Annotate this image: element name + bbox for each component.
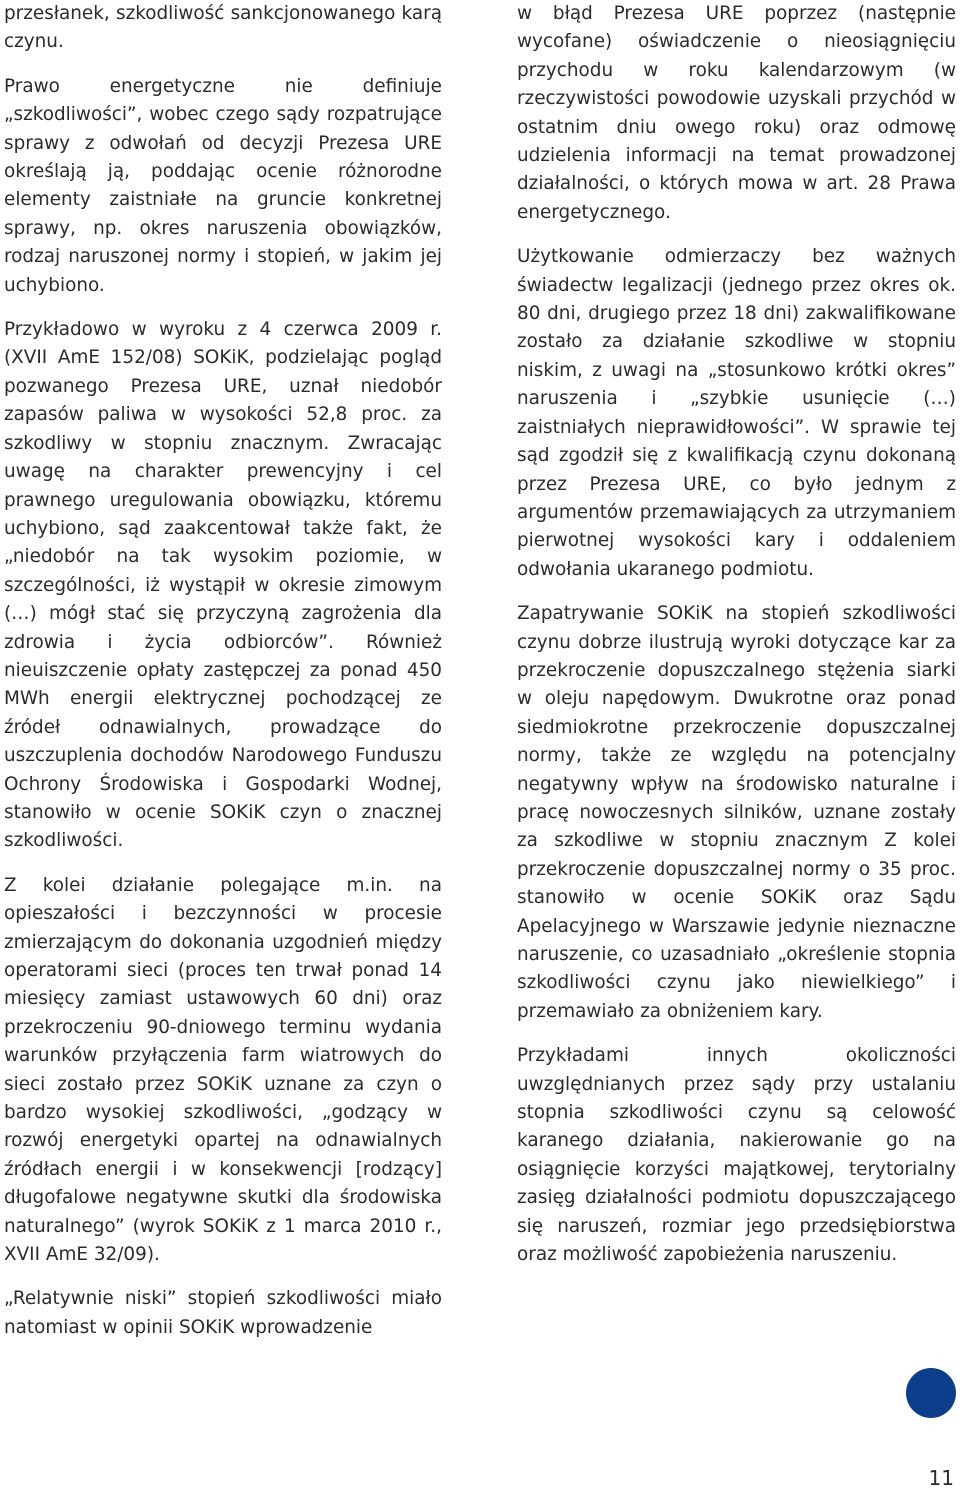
paragraph-1: przesłanek, szkodliwość sankcjonowanego karą czynu.: [4, 3, 442, 53]
left-column: [4, 0, 442, 1342]
right-column: [517, 0, 956, 1269]
paragraph-8: Zapatrywanie SOKiK na stopień szkodliwości czynu dobrze ilustrują wyroki dotyczące kar za przekroczenie dopuszczalnego stężenia siarki w oleju napędowym. Dwukrotne oraz ponad siedmiokrotne przekroczenie dopuszczalnej normy, także ze względu na potencjalny negatywny wpływ na środowisko naturalne i pracę nowoczesnych silników, uznane zostały za szkodliwe w stopniu znacznym Z kolei przekroczenie dopuszczalnej normy o 35 proc. stanowiło w ocenie SOKiK oraz Sądu Apelacyjnego w Warszawie jedynie nieznaczne naruszenie, co uzasadniało „określenie stopnia szkodliwości czynu jako niewielkiego” i przemawiało za obniżeniem kary.: [517, 603, 956, 1022]
paragraph-7: Użytkowanie odmierzaczy bez ważnych świadectw legalizacji (jednego przez okres ok. 80 dni, drugiego przez 18 dni) zakwalifikowane zostało za działanie szkodliwe w stopniu niskim, z uwagi na „stosunkowo krótki okres” naruszenia i „szybkie usunięcie (…) zaistniałych nieprawidłowości”. W sprawie tej sąd zgodził się z kwalifikacją czynu dokonaną przez Prezesa URE, co było jednym z argumentów przemawiających za utrzymaniem pierwotnej wysokości kary i oddaleniem odwołania ukaranego podmiotu.: [517, 246, 956, 580]
paragraph-6: w błąd Prezesa URE poprzez (następnie wycofane) oświadczenie o nieosiągnięciu przychodu w roku kalendarzowym (w rzeczywistości powodowie uzyskali przychód w ostatnim dniu owego roku) oraz odmowę udzielenia informacji na temat prowadzonej działalności, o których mowa w art. 28 Prawa energetycznego.: [517, 3, 956, 223]
paragraph-3: Przykładowo w wyroku z 4 czerwca 2009 r. (XVII AmE 152/08) SOKiK, podzielając pogląd pozwanego Prezesa URE, uznał niedobór zapasów paliwa w wysokości 52,8 proc. za szkodliwy w stopniu znacznym. Zwracając uwagę na charakter prewencyjny i cel prawnego uregulowania obowiązku, któremu uchybiono, sąd zaakcentował także fakt, że „niedobór na tak wysokim poziomie, w szczególności, iż wystąpił w okresie zimowym (…) mógł stać się przyczyną zagrożenia dla zdrowia i życia odbiorców”. Również nieuiszczenie opłaty zastępczej za ponad 450 MWh energii elektrycznej pochodzącej ze źródeł odnawialnych, prowadzące do uszczuplenia dochodów Narodowego Funduszu Ochrony Środowiska i Gospodarki Wodnej, stanowiło w ocenie SOKiK czyn o znacznej szkodliwości.: [4, 319, 442, 852]
paragraph-9: Przykładami innych okoliczności uwzględnianych przez sądy przy ustalaniu stopnia szkodliwości czynu są celowość karanego działania, nakierowanie go na osiągnięcie korzyści majątkowej, terytorialny zasięg działalności podmiotu dopuszczającego się naruszeń, rozmiar jego przedsiębiorstwa oraz możliwość zapobieżenia naruszeniu.: [517, 1045, 956, 1266]
paragraph-5: „Relatywnie niski” stopień szkodliwości miało natomiast w opinii SOKiK wprowadzenie: [4, 1288, 442, 1338]
paragraph-4: Z kolei działanie polegające m.in. na opieszałości i bezczynności w procesie zmierzającym do dokonania uzgodnień między operatorami sieci (proces ten trwał ponad 14 miesięcy zamiast ustawowych 60 dni) oraz przekroczeniu 90-dniowego terminu wydania warunków przyłączenia farm wiatrowych do sieci zostało przez SOKiK uznane za czyn o bardzo wysokiej szkodliwości, „godzący w rozwój energetyki opartej na odnawialnych źródłach energii i w konsekwencji [rodzący] długofalowe negatywne skutki dla środowiska naturalnego” (wyrok SOKiK z 1 marca 2010 r., XVII AmE 32/09).: [4, 874, 442, 1266]
page-number: 11: [928, 1466, 954, 1490]
decorative-circle-mark: [906, 1368, 956, 1418]
paragraph-2: Prawo energetyczne nie definiuje „szkodliwości”, wobec czego sądy rozpatrujące sprawy z odwołań od decyzji Prezesa URE określają ją, poddając ocenie różnorodne elementy zaistniałe na gruncie konkretnej sprawy, np. okres naruszenia obowiązków, rodzaj naruszonej normy i stopień, w jakim jej uchybiono.: [4, 75, 442, 296]
